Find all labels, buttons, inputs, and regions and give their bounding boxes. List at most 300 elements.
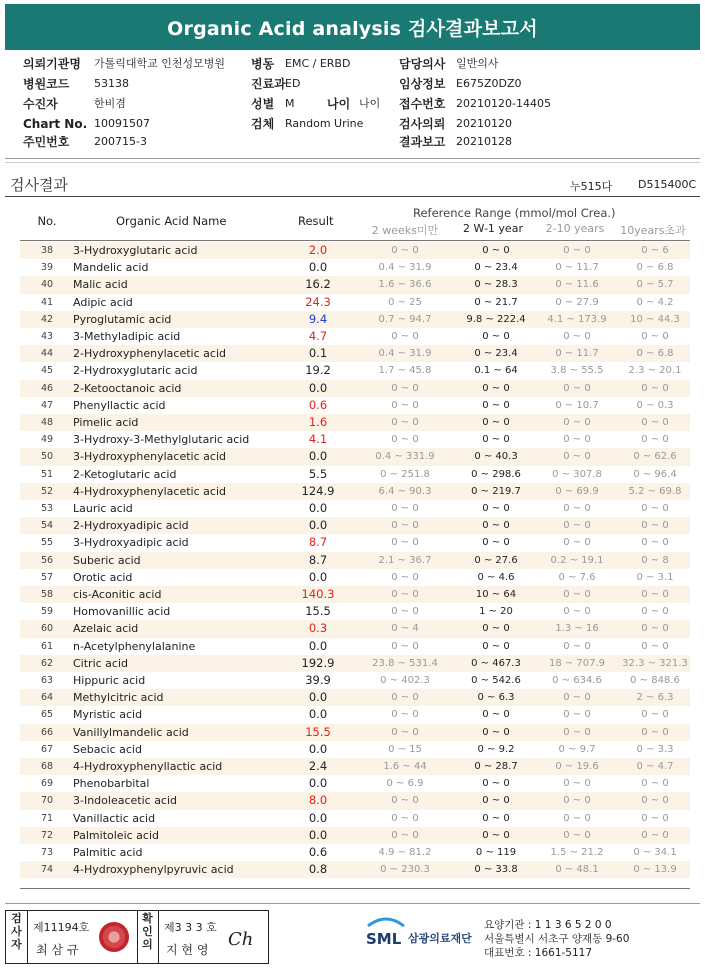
table-row (20, 638, 690, 655)
ref-range-10years-plus: 0 ~ 0 (641, 795, 669, 807)
ref-range-2w-1year: 10 ~ 64 (475, 589, 517, 600)
ref-range-2-10years: 0 ~ 0 (563, 640, 591, 652)
table-row (20, 672, 690, 689)
test-code-alt: D515400C (638, 178, 697, 191)
ref-range-2-10years: 0 ~ 0 (563, 726, 591, 738)
ref-range-2-10years: 0 ~ 0 (563, 812, 591, 824)
ref-range-10years-plus: 0 ~ 13.9 (633, 864, 677, 876)
ref-range-2w-1year: 0 ~ 0 (482, 726, 510, 738)
ref-range-2-10years: 0 ~ 0 (563, 778, 591, 790)
ref-range-10years-plus: 10 ~ 44.3 (630, 313, 680, 325)
table-row (20, 603, 690, 620)
ref-range-2weeks: 0 ~ 0 (391, 571, 419, 583)
row-number: 66 (40, 726, 54, 738)
clinical-label: 임상정보 (399, 77, 446, 91)
acid-name: 3-Hydroxyglutaric acid (73, 244, 198, 257)
acid-name: 3-Hydroxy-3-Methylglutaric acid (73, 433, 250, 447)
ref-range-2weeks: 0 ~ 0 (391, 692, 419, 704)
org-address: 서울특별시 서초구 양재동 9-60 (484, 933, 630, 945)
ref-range-2weeks: 0 ~ 0 (391, 640, 419, 652)
confirmer-label-text: 확인의 (142, 912, 153, 951)
row-number: 74 (40, 864, 54, 876)
ref-col-3: 2-10 years (545, 222, 605, 235)
table-row (20, 431, 690, 448)
ref-range-2w-1year: 0 ~ 33.8 (474, 864, 518, 876)
ref-range-2weeks: 1.6 ~ 44 (383, 761, 427, 772)
ref-range-2-10years: 0 ~ 0 (563, 795, 591, 807)
examinee-value: 한비겸 (94, 97, 126, 110)
clinical-value: E675Z0DZ0 (456, 77, 522, 90)
specimen-label: 검체 (251, 117, 275, 131)
table-row (20, 345, 690, 362)
ref-range-2w-1year: 0 ~ 0 (482, 829, 510, 841)
ref-range-2weeks: 0 ~ 25 (388, 296, 422, 308)
age-value: 나이 (359, 97, 381, 110)
ref-range-2w-1year: 0 ~ 27.6 (474, 554, 518, 566)
ref-range-2weeks: 1.6 ~ 36.6 (378, 279, 432, 291)
ref-range-10years-plus: 2.3 ~ 20.1 (628, 365, 682, 377)
table-row (20, 276, 690, 293)
inspector-number: 제11194호 (33, 921, 90, 934)
row-number: 58 (40, 589, 54, 600)
ref-range-2weeks: 0 ~ 0 (391, 606, 419, 618)
table-row (20, 655, 690, 672)
acid-name: Orotic acid (73, 570, 133, 584)
row-number: 42 (40, 313, 54, 325)
row-number: 51 (40, 468, 54, 480)
ref-range-2-10years: 0 ~ 634.6 (552, 675, 602, 686)
ref-range-10years-plus: 0 ~ 62.6 (633, 451, 677, 463)
ref-range-2w-1year: 0 ~ 0 (482, 417, 510, 428)
ref-range-10years-plus: 0 ~ 0 (641, 382, 669, 394)
ref-range-10years-plus: 0 ~ 6.8 (636, 262, 674, 274)
ref-range-10years-plus: 0 ~ 8 (641, 554, 669, 566)
table-row (20, 259, 690, 276)
acid-name: Malic acid (73, 278, 128, 292)
doctor-label: 담당의사 (399, 57, 446, 71)
ward-label: 병동 (251, 57, 275, 71)
ref-range-2-10years: 0 ~ 27.9 (555, 296, 599, 308)
acid-name: 3-Methyladipic acid (73, 330, 181, 343)
ref-range-10years-plus: 0 ~ 0 (641, 520, 669, 532)
ref-col-2: 2 W-1 year (463, 222, 523, 235)
dept-value: ED (285, 77, 301, 90)
acid-name: Pimelic acid (73, 416, 139, 429)
chart-no-label: Chart No. (23, 117, 88, 131)
ref-range-10years-plus: 0 ~ 3.1 (636, 571, 674, 583)
ref-range-2weeks: 0 ~ 0 (391, 399, 419, 411)
org-phone: 대표번호 : 1661-5117 (484, 947, 593, 959)
ref-range-2weeks: 0 ~ 230.3 (380, 864, 430, 876)
inspector-name: 최 삼 규 (36, 943, 79, 957)
ref-range-10years-plus: 0 ~ 0 (641, 331, 669, 342)
ref-range-2w-1year: 0 ~ 4.6 (477, 571, 515, 583)
table-row (20, 586, 690, 603)
table-row (20, 758, 690, 775)
result-value: 0.0 (308, 518, 328, 533)
inspector-label (6, 911, 28, 963)
ref-range-2weeks: 0.4 ~ 331.9 (375, 451, 435, 463)
row-number: 44 (40, 348, 54, 360)
acid-name: 4-Hydroxyphenyllactic acid (73, 760, 223, 773)
inspector-label-text: 검사자 (11, 912, 22, 951)
ref-range-2w-1year: 9.8 ~ 222.4 (466, 313, 526, 325)
table-row (20, 827, 690, 844)
ref-range-2-10years: 1.5 ~ 21.2 (550, 847, 604, 858)
ref-range-2weeks: 0 ~ 0 (391, 520, 419, 532)
result-value: 1.6 (308, 415, 328, 429)
result-value: 0.1 (308, 346, 328, 361)
result-value: 4.7 (308, 329, 328, 343)
table-row (20, 569, 690, 586)
ref-range-2w-1year: 0 ~ 0 (482, 812, 510, 824)
ref-range-10years-plus: 0 ~ 4.2 (636, 296, 674, 308)
row-number: 50 (40, 451, 54, 463)
row-number: 48 (40, 417, 54, 428)
col-name-header: Organic Acid Name (116, 214, 227, 228)
ref-range-2-10years: 0 ~ 11.6 (555, 279, 599, 291)
acid-name: Suberic acid (73, 553, 141, 567)
ref-range-2weeks: 0 ~ 0 (391, 434, 419, 446)
test-code: 누515다 (570, 180, 613, 193)
result-value: 9.4 (308, 311, 328, 326)
row-number: 56 (40, 554, 54, 566)
table-row (20, 397, 690, 414)
ssn-label: 주민번호 (23, 135, 70, 149)
ref-range-2-10years: 0 ~ 0 (563, 606, 591, 618)
ref-range-2weeks: 0.7 ~ 94.7 (378, 313, 432, 325)
result-value: 0.6 (308, 397, 328, 412)
sex-label: 성별 (251, 97, 275, 111)
report-title: Organic Acid analysis 검사결과보고서 (5, 4, 700, 50)
divider (20, 888, 690, 889)
ref-range-2-10years: 0 ~ 0 (563, 417, 591, 428)
ref-range-2weeks: 0 ~ 251.8 (380, 468, 430, 480)
section-title: 검사결과 (10, 176, 68, 194)
row-number: 38 (40, 245, 54, 256)
ref-range-2-10years: 0 ~ 10.7 (555, 399, 599, 411)
result-value: 5.5 (308, 466, 328, 481)
divider (5, 196, 700, 197)
acid-name: Citric acid (73, 656, 128, 670)
row-number: 46 (40, 382, 54, 394)
ref-range-2-10years: 0 ~ 0 (563, 709, 591, 721)
table-row (20, 810, 690, 827)
ref-range-2-10years: 0 ~ 19.6 (555, 761, 599, 772)
ref-range-2-10years: 0 ~ 0 (563, 451, 591, 463)
ref-range-2-10years: 0 ~ 7.6 (558, 571, 596, 583)
receipt-value: 20210120-14405 (456, 97, 551, 110)
result-value: 140.3 (301, 587, 335, 601)
table-row (20, 689, 690, 706)
row-number: 45 (40, 365, 54, 377)
table-row (20, 414, 690, 431)
result-value: 4.1 (308, 432, 328, 447)
ref-range-2weeks: 0 ~ 0 (391, 331, 419, 342)
acid-name: Lauric acid (73, 502, 133, 515)
ref-range-2w-1year: 0 ~ 0 (482, 778, 510, 790)
ref-range-10years-plus: 0 ~ 4.7 (636, 761, 674, 772)
table-row (20, 861, 690, 878)
ref-range-2w-1year: 0 ~ 219.7 (471, 485, 521, 497)
result-value: 16.2 (305, 277, 331, 292)
acid-name: 3-Hydroxyphenylacetic acid (73, 450, 226, 464)
ref-range-2w-1year: 0 ~ 0 (482, 503, 510, 514)
ref-range-10years-plus: 0 ~ 34.1 (633, 847, 677, 858)
acid-name: Myristic acid (73, 708, 143, 722)
ref-range-2w-1year: 0 ~ 0 (482, 640, 510, 652)
table-row (20, 552, 690, 569)
row-number: 62 (40, 657, 54, 669)
ref-range-2-10years: 0 ~ 0 (563, 692, 591, 704)
ref-range-10years-plus: 0 ~ 0 (641, 434, 669, 446)
ref-range-10years-plus: 32.3 ~ 321.3 (622, 657, 688, 669)
ref-range-10years-plus: 0 ~ 0 (641, 417, 669, 428)
ref-range-10years-plus: 2 ~ 6.3 (636, 692, 674, 704)
table-row (20, 844, 690, 861)
ref-range-2weeks: 0 ~ 0 (391, 589, 419, 600)
row-number: 69 (40, 778, 54, 790)
ref-range-2w-1year: 0 ~ 0 (482, 331, 510, 342)
acid-name: 2-Ketooctanoic acid (73, 381, 182, 395)
table-row (20, 294, 690, 311)
ref-range-10years-plus: 0 ~ 0 (641, 829, 669, 841)
table-row (20, 775, 690, 792)
acid-name: 3-Indoleacetic acid (73, 794, 178, 808)
org-name: 삼광의료재단 (408, 932, 472, 945)
ref-range-2weeks: 0 ~ 0 (391, 795, 419, 807)
acid-name: n-Acetylphenylalanine (73, 639, 196, 653)
ref-range-2-10years: 0 ~ 11.7 (555, 262, 599, 274)
ref-range-2w-1year: 0 ~ 6.3 (477, 692, 515, 704)
ref-range-2-10years: 0 ~ 9.7 (558, 743, 596, 755)
acid-name: Palmitic acid (73, 846, 143, 859)
ref-range-10years-plus: 0 ~ 6 (641, 245, 669, 256)
requester-label: 의뢰기관명 (23, 57, 81, 71)
doctor-value: 일반의사 (456, 57, 499, 70)
sml-logo-icon (364, 916, 408, 950)
row-number: 55 (40, 537, 54, 549)
ref-range-2-10years: 4.1 ~ 173.9 (547, 313, 607, 325)
result-value: 0.8 (308, 862, 328, 877)
acid-name: Pyroglutamic acid (73, 312, 172, 326)
ref-range-10years-plus: 0 ~ 0 (641, 623, 669, 635)
ref-range-2weeks: 0 ~ 0 (391, 537, 419, 549)
row-number: 63 (40, 675, 54, 686)
ref-range-2w-1year: 0 ~ 9.2 (477, 743, 515, 755)
ref-range-2weeks: 0 ~ 0 (391, 417, 419, 428)
ref-range-10years-plus: 0 ~ 0 (641, 606, 669, 618)
request-date-label: 검사의뢰 (399, 117, 446, 131)
signature-box (5, 910, 269, 964)
ref-range-2weeks: 0.4 ~ 31.9 (378, 262, 432, 274)
ref-range-2weeks: 0 ~ 0 (391, 503, 419, 514)
ref-range-2w-1year: 0 ~ 298.6 (471, 468, 521, 480)
ref-range-2w-1year: 0 ~ 0 (482, 399, 510, 411)
result-value: 0.0 (308, 741, 328, 756)
ref-range-10years-plus: 0 ~ 3.3 (636, 743, 674, 755)
acid-name: 2-Hydroxyglutaric acid (73, 364, 198, 378)
ref-range-2w-1year: 0 ~ 0 (482, 537, 510, 549)
ref-range-2w-1year: 0 ~ 0 (482, 623, 510, 635)
dept-label: 진료과 (251, 77, 286, 91)
result-value: 124.9 (301, 483, 335, 498)
row-number: 52 (40, 485, 54, 497)
specimen-value: Random Urine (285, 117, 364, 130)
ref-range-2weeks: 0 ~ 0 (391, 709, 419, 721)
result-value: 0.3 (308, 621, 328, 636)
divider (20, 240, 690, 241)
table-row (20, 706, 690, 723)
ref-range-2-10years: 0 ~ 0 (563, 520, 591, 532)
result-value: 0.6 (308, 845, 328, 859)
ref-range-2weeks: 1.7 ~ 45.8 (378, 365, 432, 377)
requester-value: 가톨릭대학교 인천성모병원 (94, 57, 226, 70)
ref-range-2w-1year: 0 ~ 0 (482, 520, 510, 532)
result-value: 0.0 (308, 810, 328, 825)
acid-name: cis-Aconitic acid (73, 588, 162, 601)
ref-range-10years-plus: 0 ~ 6.8 (636, 348, 674, 360)
ref-range-2w-1year: 0 ~ 0 (482, 245, 510, 256)
result-value: 2.0 (308, 243, 328, 257)
hospital-code-value: 53138 (94, 77, 129, 90)
acid-name: Vanillylmandelic acid (73, 725, 189, 739)
table-row (20, 620, 690, 637)
ref-range-2w-1year: 0 ~ 40.3 (474, 451, 518, 463)
ref-range-2-10years: 0 ~ 0 (563, 245, 591, 256)
result-value: 0.0 (308, 638, 328, 653)
ref-range-2weeks: 0 ~ 0 (391, 726, 419, 738)
report-date-value: 20210128 (456, 135, 512, 148)
acid-name: Homovanillic acid (73, 605, 171, 619)
acid-name: Azelaic acid (73, 622, 139, 636)
row-number: 54 (40, 520, 54, 532)
result-value: 19.2 (305, 363, 331, 378)
result-value: 0.0 (308, 707, 328, 722)
acid-name: Phenobarbital (73, 777, 150, 791)
divider (5, 903, 700, 904)
result-value: 192.9 (301, 655, 335, 670)
acid-name: 4-Hydroxyphenylpyruvic acid (73, 863, 234, 877)
ref-range-10years-plus: 0 ~ 0 (641, 589, 669, 600)
ref-range-10years-plus: 0 ~ 0 (641, 726, 669, 738)
ref-range-10years-plus: 5.2 ~ 69.8 (628, 485, 682, 497)
ref-range-2-10years: 0 ~ 307.8 (552, 468, 602, 480)
result-value: 8.7 (308, 535, 328, 550)
ref-range-2-10years: 0 ~ 11.7 (555, 348, 599, 360)
result-value: 8.0 (308, 793, 328, 808)
ref-range-2-10years: 0 ~ 0 (563, 829, 591, 841)
result-value: 0.0 (308, 569, 328, 584)
table-header (20, 204, 690, 242)
ref-range-2-10years: 0 ~ 69.9 (555, 485, 599, 497)
ref-range-2weeks: 0 ~ 0 (391, 829, 419, 841)
ref-range-2-10years: 0 ~ 48.1 (555, 864, 599, 876)
table-row (20, 466, 690, 483)
acid-name: Hippuric acid (73, 674, 146, 687)
ref-col-4: 10years초과 (620, 224, 686, 237)
ref-range-2weeks: 0 ~ 6.9 (386, 778, 424, 790)
result-value: 0.0 (308, 690, 328, 705)
row-number: 47 (40, 399, 54, 411)
ref-range-10years-plus: 0 ~ 0.3 (636, 399, 674, 411)
ref-range-10years-plus: 0 ~ 0 (641, 778, 669, 790)
row-number: 57 (40, 571, 54, 583)
ref-range-10years-plus: 0 ~ 848.6 (630, 675, 680, 686)
signature: Ch (228, 929, 254, 950)
row-number: 40 (40, 279, 54, 291)
examinee-label: 수진자 (23, 97, 58, 111)
table-row (20, 311, 690, 328)
report-date-label: 결과보고 (399, 135, 446, 149)
ref-range-10years-plus: 0 ~ 0 (641, 709, 669, 721)
ref-range-2-10years: 18 ~ 707.9 (548, 657, 606, 669)
ref-range-2w-1year: 0 ~ 21.7 (474, 296, 518, 308)
ref-range-2-10years: 0 ~ 0 (563, 331, 591, 342)
ref-range-2weeks: 2.1 ~ 36.7 (378, 554, 432, 566)
confirmer-name: 지 현 영 (166, 943, 209, 957)
ref-range-2weeks: 6.4 ~ 90.3 (378, 485, 432, 497)
confirmer-label (137, 911, 159, 963)
ref-range-2weeks: 0 ~ 15 (388, 743, 422, 755)
row-number: 64 (40, 692, 54, 704)
acid-name: 2-Hydroxyadipic acid (73, 519, 189, 533)
row-number: 60 (40, 623, 54, 635)
row-number: 67 (40, 743, 54, 755)
ref-col-1: 2 weeks미만 (371, 224, 439, 237)
result-value: 24.3 (305, 294, 331, 309)
result-value: 0.0 (308, 260, 328, 275)
ref-range-2w-1year: 0 ~ 23.4 (474, 262, 518, 274)
hospital-code-label: 병원코드 (23, 77, 70, 91)
row-number: 39 (40, 262, 54, 274)
ref-range-2-10years: 0 ~ 0 (563, 589, 591, 600)
org-address-block (484, 918, 629, 960)
row-number: 49 (40, 434, 54, 446)
sex-value: M (285, 97, 295, 110)
seal-icon (99, 922, 129, 952)
table-row (20, 517, 690, 534)
ref-range-10years-plus: 0 ~ 0 (641, 640, 669, 652)
row-number: 53 (40, 503, 54, 514)
acid-name: 2-Hydroxyphenylacetic acid (73, 347, 226, 361)
age-label: 나이 (327, 97, 351, 111)
ref-range-10years-plus: 0 ~ 5.7 (636, 279, 674, 291)
ref-range-2w-1year: 0 ~ 0 (482, 434, 510, 446)
acid-name: 3-Hydroxyadipic acid (73, 536, 189, 550)
ref-range-2-10years: 0.2 ~ 19.1 (550, 554, 604, 566)
ref-range-2w-1year: 0 ~ 0 (482, 382, 510, 394)
ref-range-10years-plus: 0 ~ 0 (641, 537, 669, 549)
ref-range-2-10years: 0 ~ 0 (563, 537, 591, 549)
ref-range-2w-1year: 0.1 ~ 64 (474, 365, 518, 377)
acid-name: Phenyllactic acid (73, 398, 166, 412)
col-no-header: No. (37, 214, 57, 228)
table-row (20, 792, 690, 809)
ref-range-2w-1year: 0 ~ 23.4 (474, 348, 518, 360)
ref-range-2w-1year: 0 ~ 0 (482, 795, 510, 807)
row-number: 65 (40, 709, 54, 721)
row-number: 59 (40, 606, 54, 618)
acid-name: Mandelic acid (73, 261, 149, 275)
result-value: 0.0 (308, 776, 328, 791)
ref-range-2w-1year: 0 ~ 28.7 (474, 761, 518, 772)
table-row (20, 500, 690, 517)
ref-range-2weeks: 0 ~ 0 (391, 812, 419, 824)
row-number: 72 (40, 829, 54, 841)
confirmer-number: 제3 3 3 호 (164, 921, 217, 934)
ward-value: EMC / ERBD (285, 57, 351, 70)
